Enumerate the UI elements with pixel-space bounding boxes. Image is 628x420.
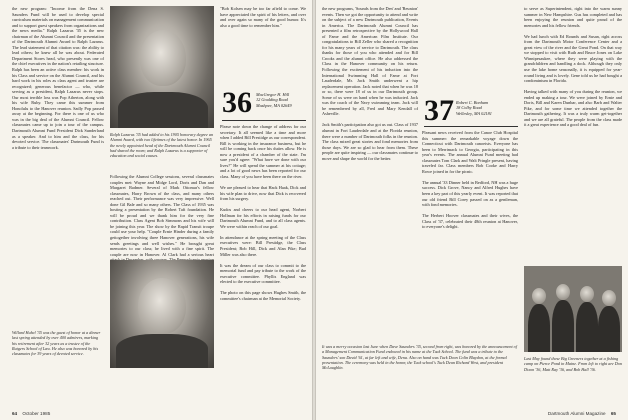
group-photo-fishing-camp	[524, 266, 622, 352]
right-column-2: Pleasant news received from the Canoe Club Hospital this summer: the remarkable voyage down the Connecticut with Dartmouth canoeists. Everyone has been to Merrimack to Georgia, participating in this year's events. The annual Alumni Fund meeting had classmates Tom Clark and Walt Pringle present, having traveled far. Class members Bob Cooke and Harry Rowe joined in for the picnic. The annual '33 Dinner held in Bedford, NH was a huge success. Dick Grove, Nancy and Alfred Hughes have been a key part of this yearly event. It was reported that our old friend Bill Corey passed on as a gentleman, with fond memories. The Herbert Hoover classmates and their wives, the Class of '37, celebrated their 48th reunion at Hanover, to everyone's delight.	[422, 130, 518, 230]
right-page	[316, 0, 628, 420]
portrait-photo-hubel	[110, 260, 214, 368]
left-column-2: Following the Alumni College sessions, several classmates couples met: Wayne and Midge Lord, Doris and Dan and Margaret Radmer. Several of Mark Ottomar's fellow classmates, Harry Brown of the class, and many others reached out. Their performance was very impressive. Well done Gil Bale and so many others. The Class of 1935 was hosting a presentation by the Robert Taft foundation. He will be proud and we thank him for the very fine contribution. Class Agent Bob Simmons and his wife will be joining this year. The show by the Rapid Transit troupe could use your help. "Couple Ernie Hinder during a family gettogether involving three Hanover generations, his wife sends greetings and well wishes." He brought great memories to our class; he lived with a fine spirit. The couple are now in Hanover. Al Clark had a serious heart	[110, 174, 214, 257]
page-number-right: 65	[610, 411, 616, 416]
photo-caption-saunders-fund: It was a merry occasion last June when Dave Saunders '35, second from right, was honored by the announcement of a Management Communication Fund endowed in his name at the Tuck School. The fund was a tribute to the Saunders' son David '61, at far left and wife, Dena. Also on hand was Tuck Dean Colin Blaydon, at the formal presentation. The ceremony was held in the honor, the Tuck school's Tuck Dean Richard West, and president McLaughlin.	[322, 344, 517, 371]
left-page	[0, 0, 312, 420]
left-column-1: the new program: "Income from the Dena S. Saunders Fund will be used to develop special curriculum materials on management communication and to support guest speakers from organizations and the news media." Ralph Lazarus '35 is the new chairman of the Alumni Council and the presentation of the Dartmouth Alumni Award to Ralph Lazarus. The lead statement of that citation was: the ability to lead others; he knew all he was about. Federated Department Stores head, who presently was one of the chief executives in the nation's retailing structure. Ralph has been an active class member: his work in his Class and service on the Alumni Council, and his hard work in his roles as class agent and trustee are recognized; generous benefactor — who, while serving as a president, Ralph Lazarus never stops. Our most terrible loss was Pop Atherton, along with his wife Ruby. They came this summer from Honolulu to the Hanover reunion. Sadly Pop passed away at the beginning. For there is one of us who was in the big deal of the Alumni Council. Fellow classmates came up to join a tour of the campus. Dartmouth Alumni Fund President Dick Sunderland as a speaker. And to him and the class, for his devoted service. The classmates' Dartmouth Fund is a tribute to their teamwork.	[12, 6, 104, 150]
issue-date: October 1985	[22, 411, 51, 416]
divider	[222, 120, 306, 121]
page-number-left: 64	[12, 411, 18, 416]
right-column-3: to serve as Superintendent, right into the warm sunny summer in New Hampshire. Gus has completed and has been enjoying the reunion and quite proud of the memories and his fellow friends. We had lunch with Ed Rounds and Susan, right across from the Dartmouth Motor Conference Center and a great view of the river and the Great Pond. On that way we stopped to visit with Ruth and Bruce Jones on Lake Winnipesaukee, where they were playing with the grandchildren and handling a dock. Although they only use the lake home seasonally, it is equipped for year-round living and is lovely. Gene told us he had bought a condominium in Florida. Having talked with many of you during the reunion, we ended up making a tour. We were joined by Ernie and Doris, Bill and Karen Dunbar, and also Barb and Walter Pike, and for some time we attended together the Dartmouth gathering. It was a truly warm get-together and we are all grateful. The people from the class made it a great experience and a good deal of fun.	[524, 6, 622, 128]
class-number-37: 37	[424, 94, 454, 127]
photo-caption-hubel: Willard Hubel '35 was the guest of honor at a dinner last spring attended by over 400 admirers, marking his retirement after 32 years as a trustee of the Rutgers School of Law. He also was honored by his classmates for 39 years of devoted service.	[12, 330, 101, 357]
class-number-36: 36	[222, 86, 252, 119]
class-36-address: MacGregor H. Hill 12 Goulding Road Mashpee, MA 02649	[256, 92, 292, 108]
photo-caption-fishing-camp: Last May found these Big Greeners together at a fishing camp on Pierce Pond in Maine. From left to right are Don Dixon '36, Matt Ray '36, and Bob Hall '36.	[524, 356, 622, 372]
magazine-name: Dartmouth Alumni Magazine	[547, 411, 606, 416]
left-footer	[12, 411, 50, 416]
right-footer	[548, 411, 620, 416]
left-column-4: Please note down the change of address for our secretary. It all seemed like a time and more when I added Bill Prestidge as our correspondent. Bill is working in the insurance business, but he will be coming back once his duties allow. He is now a president of a chamber of the state. I'm sure you'd agree: "What have we done with our lives?" He will spend the summer at his cottage; and a lot of good news has been reported for our class. Many of you have been there on the river. We are pleased to hear that Hack Haak, Dick and his wife plan to drive, now that Dick is recovered from his surgery. Kudos and cheers to our head agent, Norbert Hollman for his efforts in raising funds for our Dartmouth Alumni Fund, and to all class agents. We were within reach of our goal. In attendance at the spring meeting of the Class executives were: Bill Prestidge, the Class President; Bob Hill, Dick and Alan Pike; Bud Miller was also there. It was the dream of our class to commit to the memorial fund and pay tribute to the work of the executive committee. Phyllis England was elected to the executive committee. The photo on this page shows Hughes Smith, the committee's chairman at the Memorial Society.	[220, 124, 306, 301]
class-37-address: Robert C. Bonham 18 Colby Road Wellesley, MA 02181	[456, 100, 492, 116]
divider	[424, 126, 518, 127]
right-column-1: the new programs, 'Sounds from the Den' and 'Reunion' events. Then we got the opportunity to attend and write on the subject of a new Dartmouth publication, Events in America. The Dartmouth Alumni Council has presented a film retrospective by the Hollywood Hall of Fame and the American Film Institute. Our congratulations to Bill Zeller who shared a recognition for his many years of service to Dartmouth. The class thanks for those of you who attended and for Bill Crooks and the alumni office. He also addressed the Class in the Hanover community on his return. Following the excitement of his induction into the International Swimming Hall of Fame at Fort Lauderdale, Mr. Jack Smith underwent a hip replacement operation. Jack noted that when he was 18 or so, there were 18 of us in our Dartmouth group. Some of us were on hand when he was inducted. Jack was the coach of the Navy swimming team. Jack will be remembered by all, Fred and Mary Kendall of Asheville. Jack Smith's participation also got us out. Class of 1937 alumni in Fort Lauderdale and at the Florida reunion, there were a number of Dartmouth folks in the reunion. The class mixed great stories and fond memories from those days. We are so glad to hear from them. These people are quite inspiring — our classmates continue to move and shape the world for the better.	[322, 6, 418, 161]
photo-caption-lazarus: Ralph Lazarus '35 had added to his 1905 honorary degree an Alumni Award, with two lifetimes of the latest honor. In 1965 the newly appointed head of the Dartmouth Alumni Council had shared the room; and Ralph Lazarus is a supporter of education and social causes.	[110, 132, 214, 159]
portrait-photo-lazarus	[110, 6, 214, 128]
left-column-3: "Bob Kolsen may be too far afield to come. We have appreciated the spirit of his letters, and over and over again so many of the good humor. It's also a good time to remember him."	[220, 6, 306, 28]
right-column-2-top	[422, 6, 518, 92]
